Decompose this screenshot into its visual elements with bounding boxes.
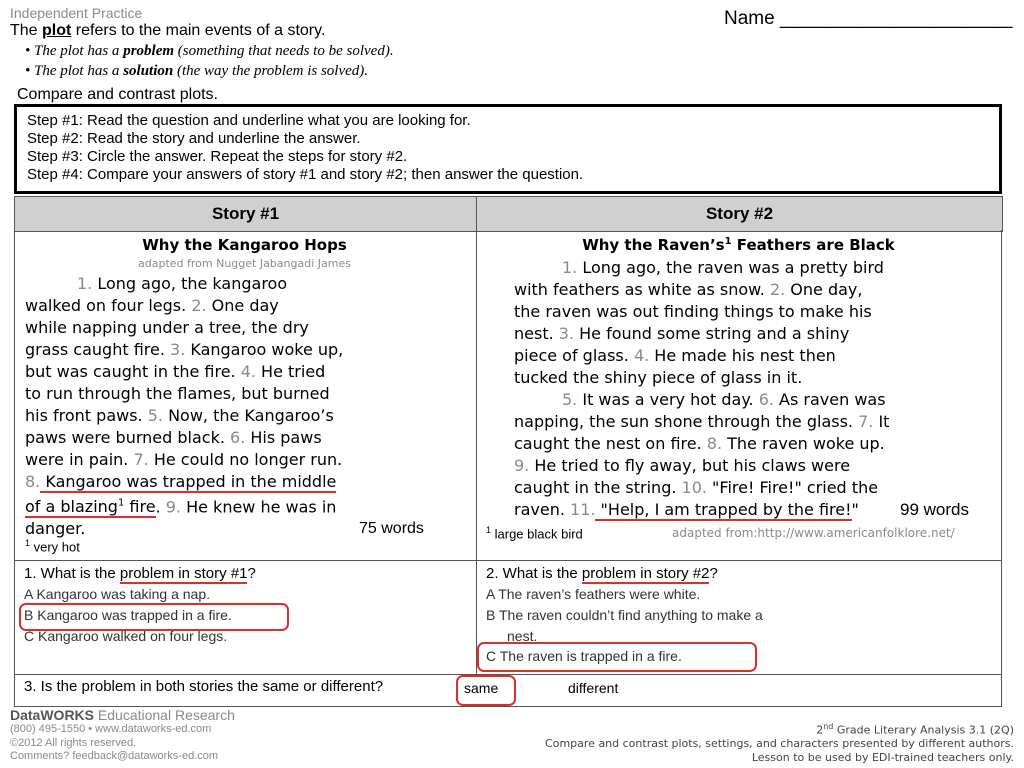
bullet-problem: • The plot has a problem (something that needs to be solved). xyxy=(25,43,394,59)
footer-grade: 2nd Grade Literary Analysis 3.1 (2Q) xyxy=(816,722,1014,737)
objective: Compare and contrast plots. xyxy=(17,86,218,103)
story1-line-underlined: 8. Kangaroo was trapped in the middle xyxy=(25,472,337,491)
footer-comments: Comments? feedback@dataworks-ed.com xyxy=(10,750,219,762)
footer-brand: DataWORKS Educational Research xyxy=(10,707,235,723)
q2-question: 2. What is the problem in story #2? xyxy=(486,565,718,582)
q1-option-c[interactable]: C Kangaroo walked on four legs. xyxy=(24,628,228,644)
story1-line: to run through the flames, but burned xyxy=(25,384,330,403)
plot-definition: The plot refers to the main events of a story. xyxy=(10,22,326,39)
q1-question: 1. What is the problem in story #1? xyxy=(24,565,256,582)
story2-line: caught the nest on fire. 8. The raven woke up. xyxy=(514,434,885,453)
q1-option-b[interactable]: B Kangaroo was trapped in a fire. xyxy=(24,607,232,623)
q3-option-different[interactable]: different xyxy=(568,680,619,696)
story2-text xyxy=(514,257,994,521)
story2-line: caught in the string. 10. "Fire! Fire!" cried the xyxy=(514,478,879,497)
q3-option-same[interactable]: same xyxy=(464,680,499,696)
story2-title: Why the $Raven’s^1$ Feathers are Black xyxy=(582,236,895,254)
story1-line: grass caught fire. 3. Kangaroo woke up, xyxy=(25,340,344,359)
story1-footnote: $^1$ very hot xyxy=(25,538,80,555)
story1-text xyxy=(25,273,465,540)
footer-copyright: ©2012 All rights reserved. xyxy=(10,737,137,749)
story1-line: his front paws. 5. Now, the Kangaroo’s xyxy=(25,406,334,425)
step-3: Step #3: Circle the answer. Repeat the steps for story #2. xyxy=(27,148,408,165)
step-2: Step #2: Read the story and underline the answer. xyxy=(27,130,361,147)
story1-line: while napping under a tree, the dry xyxy=(25,318,309,337)
story1-line-underlined: of a blazing$^1$ fire. 9. He knew he was in xyxy=(25,497,337,517)
story2-line: 5. It was a very hot day. 6. As raven was xyxy=(562,390,886,409)
story1-line: danger. 75 words xyxy=(25,519,424,539)
story1-title: Why the Kangaroo Hops xyxy=(142,236,347,254)
story2-word-count: 99 words xyxy=(900,500,969,519)
story2-line: the raven was out finding things to make his xyxy=(514,302,872,321)
footer-phone: (800) 495-1550 • www.dataworks-ed.com xyxy=(10,723,212,735)
bullet-solution: • The plot has a solution (the way the problem is solved). xyxy=(25,63,369,79)
story1-line: but was caught in the fire. 4. He tried xyxy=(25,362,326,381)
story2-line: 9. He tried to fly away, but his claws were xyxy=(514,456,851,475)
footer-note: Lesson to be used by EDI-trained teachers only. xyxy=(751,751,1014,764)
story1-line: were in pain. 7. He could no longer run. xyxy=(25,450,343,469)
q2-option-b-cont: nest. xyxy=(507,628,538,644)
story1-header: Story #1 xyxy=(14,196,477,232)
name-field: Name ______________________ xyxy=(724,8,1013,29)
story2-line: nest. 3. He found some string and a shiny xyxy=(514,324,850,343)
story1-line: walked on four legs. 2. One day xyxy=(25,296,279,315)
footer-objective: Compare and contrast plots, settings, and characters presented by different authors. xyxy=(545,737,1014,750)
story2-footnote: $^1$ large black bird xyxy=(486,525,583,542)
story1-line: 1. Long ago, the kangaroo xyxy=(77,274,288,293)
q2-option-c[interactable]: C The raven is trapped in a fire. xyxy=(486,648,682,664)
step-1: Step #1: Read the question and underline what you are looking for. xyxy=(27,112,471,129)
steps-box xyxy=(14,104,1002,194)
q1-option-a[interactable]: A Kangaroo was taking a nap. xyxy=(24,586,211,602)
practice-label: Independent Practice xyxy=(10,5,143,21)
table-border-left xyxy=(14,230,15,706)
q2-option-a[interactable]: A The raven’s feathers were white. xyxy=(486,586,701,602)
table-border-right xyxy=(1001,230,1002,706)
story2-line: with feathers as white as snow. 2. One day, xyxy=(514,280,863,299)
story2-source: adapted from:http://www.americanfolklore.net/ xyxy=(672,526,955,540)
story2-line: piece of glass. 4. He made his nest then xyxy=(514,346,836,365)
step-4: Step #4: Compare your answers of story #1 and story #2; then answer the question. xyxy=(27,166,584,183)
story2-line-underlined: raven. 11. "Help, I am trapped by the fire!" 99 words xyxy=(514,500,969,519)
story2-line: napping, the sun shone through the glass. 7. It xyxy=(514,412,890,431)
story2-line: tucked the shiny piece of glass in it. xyxy=(514,368,803,387)
story2-line: 1. Long ago, the raven was a pretty bird xyxy=(562,258,884,277)
story1-line: paws were burned black. 6. His paws xyxy=(25,428,322,447)
story1-word-count: 75 words xyxy=(359,520,424,538)
q3-question: 3. Is the problem in both stories the same or different? xyxy=(24,678,384,695)
story1-source: adapted from Nugget Jabangadi James xyxy=(138,257,351,270)
story2-header: Story #2 xyxy=(476,196,1003,232)
q2-option-b[interactable]: B The raven couldn’t find anything to make a xyxy=(486,607,763,623)
row-divider-1 xyxy=(14,560,1002,561)
table-divider xyxy=(476,230,477,674)
